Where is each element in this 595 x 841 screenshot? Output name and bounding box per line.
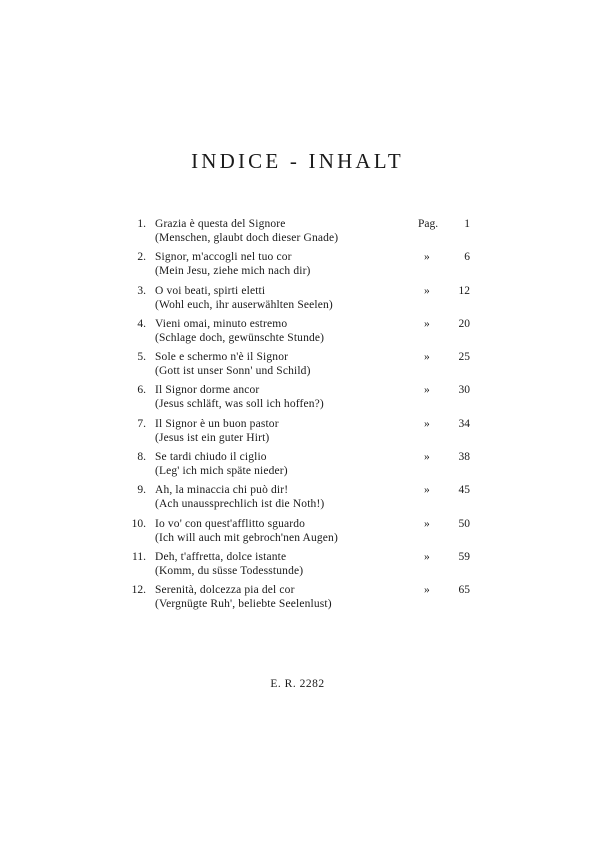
page-number: 65	[458, 584, 470, 597]
page-number: 20	[458, 317, 470, 330]
german-title: (Mein Jesu, ziehe mich nach dir)	[155, 265, 311, 278]
italian-title: Serenità, dolcezza pia del cor	[155, 584, 295, 597]
ditto-mark: »	[424, 584, 430, 597]
italian-title: O voi beati, spirti eletti	[155, 284, 266, 297]
entry-number: 8.	[137, 451, 146, 464]
german-title: (Vergnügte Ruh', beliebte Seelenlust)	[155, 598, 332, 611]
ditto-mark: »	[424, 451, 430, 464]
ditto-mark: »	[424, 517, 430, 530]
italian-title: Se tardi chiudo il ciglio	[155, 451, 267, 464]
ditto-mark: »	[424, 417, 430, 430]
entry-number: 11.	[132, 550, 146, 563]
page-number: 25	[458, 351, 470, 364]
entry-number: 5.	[137, 351, 146, 364]
german-title: (Komm, du süsse Todesstunde)	[155, 564, 304, 577]
page-number: 50	[458, 517, 470, 530]
entry-number: 12.	[131, 584, 146, 597]
toc-entry	[118, 351, 470, 384]
german-title: (Jesus schläft, was soll ich hoffen?)	[155, 398, 324, 411]
german-title: (Ich will auch mit gebroch'nen Augen)	[155, 531, 338, 544]
toc-entry	[118, 318, 470, 351]
entry-number: 10.	[131, 517, 146, 530]
page-title: INDICE - INHALT	[191, 149, 404, 173]
toc-entry	[118, 551, 470, 584]
toc-entry	[118, 251, 470, 284]
page-number: 1	[464, 218, 470, 230]
toc-entry	[118, 285, 470, 318]
entry-number: 3.	[137, 284, 146, 297]
page-number: 6	[464, 251, 470, 264]
italian-title: Il Signor dorme ancor	[155, 384, 260, 397]
plate-number: E. R. 2282	[270, 678, 325, 690]
entry-number: 7.	[137, 417, 146, 430]
page-number: 38	[458, 451, 470, 464]
toc-entry	[118, 418, 470, 451]
ditto-mark: »	[424, 484, 430, 497]
toc-entry	[118, 218, 470, 251]
ditto-mark: »	[424, 550, 430, 563]
ditto-mark: »	[424, 317, 430, 330]
page-number: 45	[458, 484, 470, 497]
italian-title: Signor, m'accogli nel tuo cor	[155, 251, 292, 264]
page-prefix: Pag.	[418, 218, 439, 230]
german-title: (Ach unaussprechlich ist die Noth!)	[155, 498, 325, 511]
ditto-mark: »	[424, 384, 430, 397]
italian-title: Io vo' con quest'afflitto sguardo	[155, 517, 306, 530]
entry-number: 9.	[137, 484, 146, 497]
toc-entry	[118, 584, 470, 617]
toc-entry	[118, 451, 470, 484]
table-of-contents	[118, 218, 470, 618]
italian-title: Grazia è questa del Signore	[155, 218, 286, 230]
german-title: (Menschen, glaubt doch dieser Gnade)	[155, 232, 339, 244]
german-title: (Wohl euch, ihr auserwählten Seelen)	[155, 298, 333, 311]
italian-title: Il Signor è un buon pastor	[155, 417, 279, 430]
german-title: (Jesus ist ein guter Hirt)	[155, 431, 270, 444]
entry-number: 6.	[137, 384, 146, 397]
german-title: (Gott ist unser Sonn' und Schild)	[155, 365, 311, 378]
ditto-mark: »	[424, 351, 430, 364]
entry-number: 4.	[137, 317, 146, 330]
italian-title: Deh, t'affretta, dolce istante	[155, 550, 287, 563]
toc-entry	[118, 518, 470, 551]
page-number: 30	[458, 384, 470, 397]
page-number: 34	[458, 417, 470, 430]
ditto-mark: »	[424, 284, 430, 297]
page-number: 59	[458, 550, 470, 563]
italian-title: Ah, la minaccia chi può dir!	[155, 484, 289, 497]
entry-number: 2.	[137, 251, 146, 264]
italian-title: Vieni omai, minuto estremo	[155, 317, 288, 330]
italian-title: Sole e schermo n'è il Signor	[155, 351, 289, 364]
german-title: (Leg' ich mich späte nieder)	[155, 465, 288, 478]
german-title: (Schlage doch, gewünschte Stunde)	[155, 331, 325, 344]
toc-entry	[118, 384, 470, 417]
entry-number: 1.	[137, 218, 146, 230]
ditto-mark: »	[424, 251, 430, 264]
page-number: 12	[458, 284, 470, 297]
toc-entry	[118, 484, 470, 517]
